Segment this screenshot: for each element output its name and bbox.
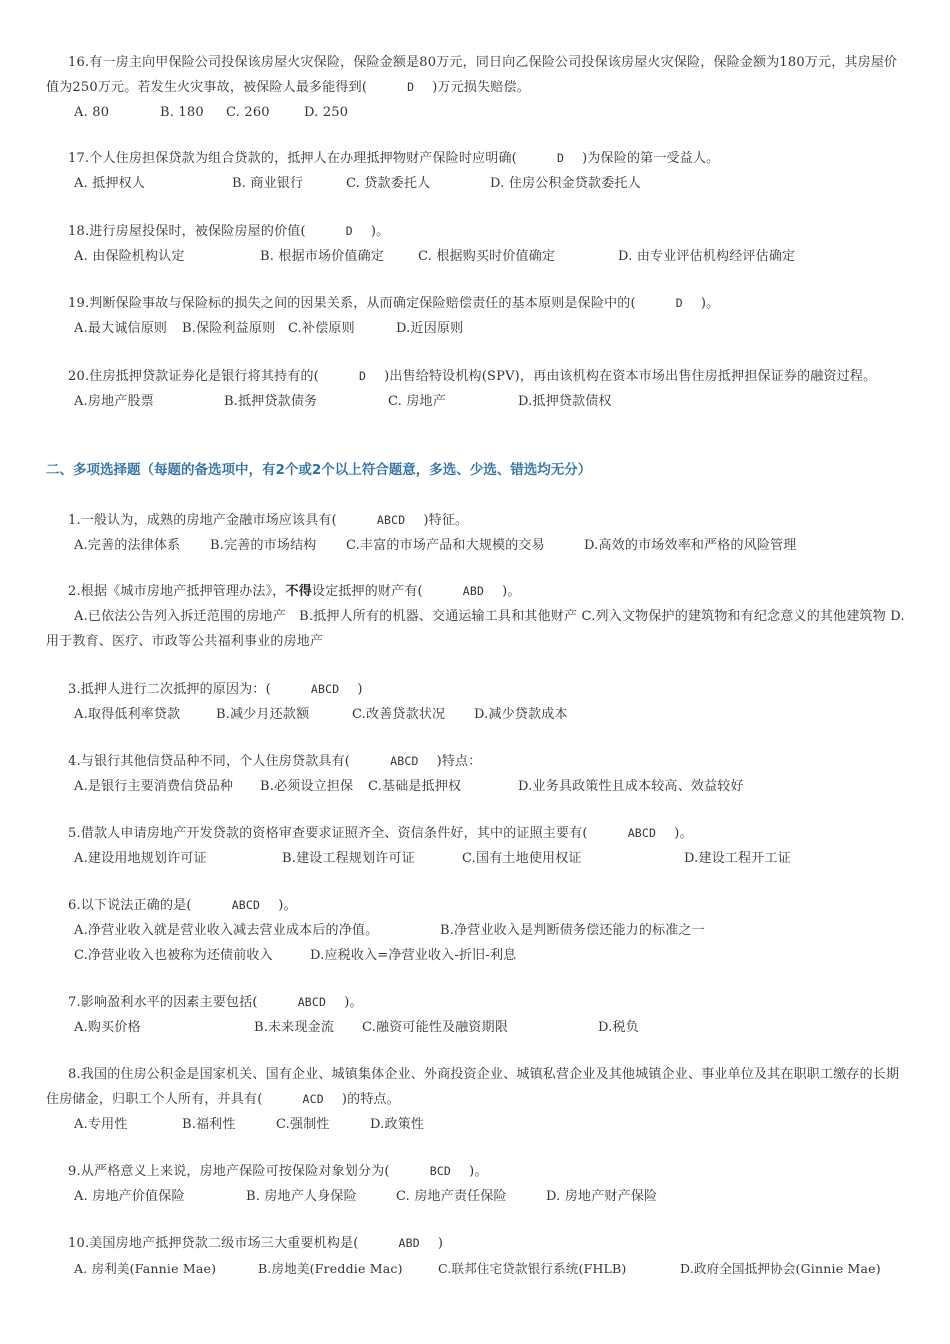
option-d: D. 由专业评估机构经评估确定 — [618, 249, 796, 264]
options — [46, 846, 908, 871]
multi-question-8 — [46, 1062, 908, 1137]
multi-question-3 — [46, 677, 908, 727]
answer: ABCD — [390, 754, 419, 768]
option-a: A. 由保险机构认定 — [74, 249, 185, 264]
option-b: B.净营业收入是判断债务偿还能力的标准之一 — [440, 923, 705, 938]
question-18 — [46, 219, 908, 269]
question-stem: 10.美国房地产抵押贷款二级市场三大重要机构是( ABD ) — [46, 1231, 908, 1256]
question-stem: 2.根据《城市房地产抵押管理办法》，不得设定抵押的财产有( ABD )。 — [46, 579, 908, 604]
option-d: D.应税收入=净营业收入-折旧-利息 — [310, 948, 517, 963]
option-c: C.联邦住宅贷款银行系统(FHLB) — [438, 1261, 627, 1276]
options — [46, 918, 908, 943]
option-a: A. 房地产价值保险 — [74, 1189, 185, 1204]
options — [46, 1184, 908, 1209]
options — [46, 100, 908, 125]
answer: D — [556, 151, 565, 165]
question-stem: 5.借款人申请房地产开发贷款的资格审查要求证照齐全、资信条件好，其中的证照主要有( ABCD )。 — [46, 821, 908, 846]
options — [46, 943, 908, 968]
options — [46, 774, 908, 799]
option-a: A.完善的法律体系 — [74, 538, 181, 553]
option-d: D. 250 — [304, 105, 349, 120]
option-a: A.房地产股票 — [74, 394, 154, 409]
option-a: A.专用性 — [74, 1117, 128, 1132]
option-c: C. 260 — [226, 105, 270, 120]
option-c: C.强制性 — [276, 1117, 330, 1132]
options — [46, 702, 908, 727]
multi-question-9 — [46, 1159, 908, 1209]
option-b: B. 房地产人身保险 — [246, 1189, 357, 1204]
answer: ABCD — [297, 995, 327, 1009]
question-stem: 9.从严格意义上来说，房地产保险可按保险对象划分为( BCD )。 — [46, 1159, 908, 1184]
answer: ACD — [302, 1092, 324, 1106]
question-stem: 20.住房抵押贷款证券化是银行将其持有的( D )出售给特设机构(SPV)，再由该机构在资本市场出售住房抵押担保证券的融资过程。 — [46, 364, 908, 389]
options — [46, 389, 908, 414]
answer: ABCD — [627, 826, 657, 840]
question-stem: 1.一般认为，成熟的房地产金融市场应该具有( ABCD )特征。 — [46, 508, 908, 533]
question-stem: 6.以下说法正确的是( ABCD )。 — [46, 893, 908, 918]
option-c: C. 房地产责任保险 — [396, 1189, 507, 1204]
option-a: A. 抵押权人 — [74, 176, 146, 191]
multi-question-4 — [46, 749, 908, 799]
answer: D — [345, 224, 353, 238]
option-d: D. 住房公积金贷款委托人 — [490, 176, 641, 191]
question-stem: 19.判断保险事故与保险标的损失之间的因果关系，从而确定保险赔偿责任的基本原则是保险中的( D )。 — [46, 291, 908, 316]
option-d: D.业务具政策性且成本较高、效益较好 — [518, 779, 744, 794]
option-c: C.补偿原则 — [288, 321, 355, 336]
question-19 — [46, 291, 908, 341]
options — [46, 244, 908, 269]
option-b: B.抵押贷款债务 — [224, 394, 318, 409]
options: A.已依法公告列入拆迁范围的房地产 B.抵押人所有的机器、交通运输工具和其他财产 C.列入文物保护的建筑物和有纪念意义的其他建筑物 D.用于教育、医疗、市政等公共福利事业的房地产 — [46, 609, 905, 649]
question-stem: 16.有一房主向甲保险公司投保该房屋火灾保险，保险金额是80万元，同日向乙保险公司投保该房屋火灾保险，保险金额为180万元，其房屋价值为250万元。若发生火灾事故，被保险人最多能得到( D )万元损失赔偿。 — [46, 50, 908, 100]
question-stem: 8.我国的住房公积金是国家机关、国有企业、城镇集体企业、外商投资企业、城镇私营企业及其他城镇企业、事业单位及其在职职工缴存的长期住房储金，归职工个人所有，并具有( ACD )的特点。 — [46, 1062, 908, 1112]
option-c: C. 房地产 — [388, 394, 446, 409]
multi-question-1 — [46, 508, 908, 558]
question-stem: 4.与银行其他信贷品种不同，个人住房贷款具有( ABCD )特点： — [46, 749, 908, 774]
option-c: C.丰富的市场产品和大规模的交易 — [346, 538, 545, 553]
answer: ABCD — [310, 682, 340, 696]
section-heading: 二、多项选择题（每题的备选项中，有2个或2个以上符合题意，多选、少选、错选均无分） — [46, 462, 592, 478]
multi-question-2 — [46, 579, 908, 654]
option-d: D.抵押贷款债权 — [518, 394, 612, 409]
answer: D — [675, 296, 683, 310]
option-d: D.建设工程开工证 — [684, 851, 791, 866]
option-c: C. 贷款委托人 — [346, 176, 431, 191]
option-c: C.融资可能性及融资期限 — [362, 1020, 509, 1035]
question-stem: 18.进行房屋投保时，被保险房屋的价值( D )。 — [46, 219, 908, 244]
option-b: B.减少月还款额 — [216, 707, 310, 722]
emphasis: 不得 — [285, 584, 312, 599]
option-b: B. 根据市场价值确定 — [260, 249, 385, 264]
option-d: D.减少贷款成本 — [474, 707, 568, 722]
option-d: D.税负 — [598, 1020, 639, 1035]
answer: D — [407, 80, 415, 94]
option-d: D.近因原则 — [396, 321, 464, 336]
option-b: B.完善的市场结构 — [210, 538, 317, 553]
question-16 — [46, 50, 908, 125]
answer: ABCD — [376, 513, 406, 527]
options — [46, 1112, 908, 1137]
option-d: D.高效的市场效率和严格的风险管理 — [584, 538, 797, 553]
option-d: D. 房地产财产保险 — [546, 1189, 658, 1204]
answer: ABD — [462, 584, 485, 598]
option-c: C.改善贷款状况 — [352, 707, 446, 722]
option-a: A.净营业收入就是营业收入减去营业成本后的净值。 — [74, 923, 379, 938]
option-c: C.基础是抵押权 — [368, 779, 462, 794]
options — [46, 171, 908, 196]
option-b: B.福利性 — [182, 1117, 236, 1132]
option-a: A.购买价格 — [74, 1020, 141, 1035]
option-a: A.是银行主要消费信贷品种 — [74, 779, 234, 794]
multi-question-5 — [46, 821, 908, 871]
question-17 — [46, 146, 908, 196]
option-b: B.未来现金流 — [254, 1020, 335, 1035]
option-d: D.政策性 — [370, 1117, 425, 1132]
options — [46, 533, 908, 558]
options — [46, 1015, 908, 1040]
option-b: B.建设工程规划许可证 — [282, 851, 415, 866]
option-c: C.国有土地使用权证 — [462, 851, 582, 866]
option-b: B.必须设立担保 — [260, 779, 354, 794]
answer: BCD — [429, 1164, 452, 1178]
option-b: B.房地美(Freddie Mac) — [258, 1261, 403, 1276]
answer: D — [358, 369, 367, 383]
question-20 — [46, 364, 908, 414]
option-b: B. 商业银行 — [232, 176, 304, 191]
option-a: A.建设用地规划许可证 — [74, 851, 207, 866]
option-c: C. 根据购买时价值确定 — [418, 249, 556, 264]
options — [46, 1256, 908, 1281]
question-stem: 7.影响盈利水平的因素主要包括( ABCD )。 — [46, 990, 908, 1015]
option-b: B.保险利益原则 — [182, 321, 276, 336]
multi-question-6 — [46, 893, 908, 968]
answer: ABD — [398, 1236, 420, 1250]
question-stem: 17.个人住房担保贷款为组合贷款的，抵押人在办理抵押物财产保险时应明确( D )为保险的第一受益人。 — [46, 146, 908, 171]
option-d: D.政府全国抵押协会(Ginnie Mae) — [680, 1261, 881, 1276]
multi-question-10 — [46, 1231, 908, 1281]
option-a: A.最大诚信原则 — [74, 321, 168, 336]
option-a: A.取得低利率贷款 — [74, 707, 181, 722]
option-b: B. 180 — [160, 105, 204, 120]
option-c: C.净营业收入也被称为还债前收入 — [74, 948, 273, 963]
question-stem: 3.抵押人进行二次抵押的原因为：( ABCD ) — [46, 677, 908, 702]
option-a: A. 80 — [74, 105, 110, 120]
options — [46, 316, 908, 341]
answer: ABCD — [231, 898, 261, 912]
multi-question-7 — [46, 990, 908, 1040]
option-a: A. 房利美(Fannie Mae) — [74, 1261, 217, 1276]
